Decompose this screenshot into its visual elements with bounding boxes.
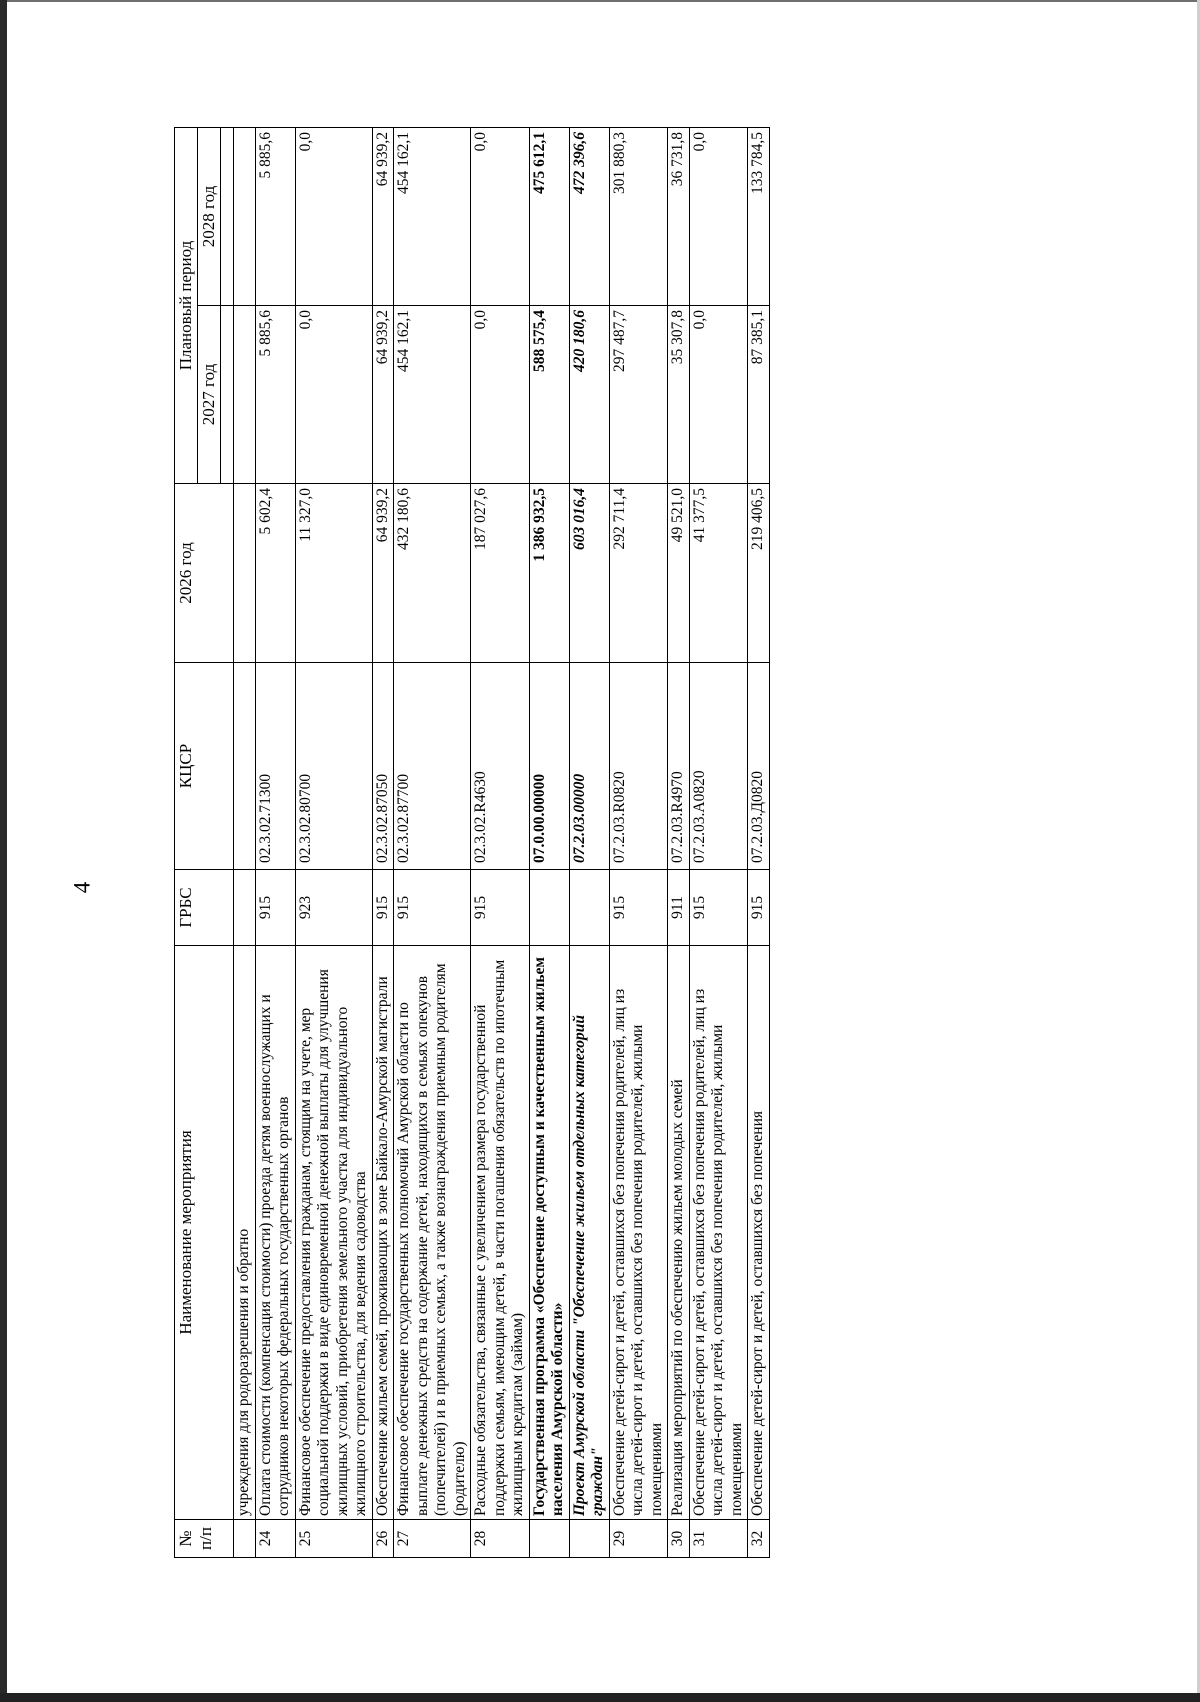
amount-2028: 36 731,8	[668, 127, 690, 305]
amount-2026: 64 939,2	[372, 484, 394, 663]
amount-2028: 472 396,6	[569, 127, 609, 305]
grbs-code: 923	[295, 870, 372, 946]
measure-name: Реализация мероприятий по обеспечению жильем молодых семей	[668, 946, 690, 1520]
measure-name: учреждения для родоразрешения и обратно	[234, 946, 256, 1520]
amount-2027: 297 487,7	[609, 306, 668, 484]
kcsr-code: 07.2.03.Д0820	[748, 663, 770, 870]
row-number: 28	[471, 1520, 530, 1558]
measure-name: Оплата стоимости (компенсация стоимости) проезда детям военнослужащих и сотрудников некоторых федеральных государственных органов	[255, 946, 295, 1520]
amount-2027: 64 939,2	[372, 306, 394, 484]
amount-2026: 1 386 932,5	[529, 484, 569, 663]
grbs-code	[529, 870, 569, 946]
amount-2027: 588 575,4	[529, 306, 569, 484]
amount-2027: 454 162,1	[394, 306, 471, 484]
row-number	[569, 1520, 609, 1558]
kcsr-code: 07.2.03.А0820	[689, 663, 748, 870]
header-2027: 2027 год	[198, 306, 221, 484]
kcsr-code	[234, 663, 256, 870]
amount-2027: 5 885,6	[255, 306, 295, 484]
amount-2026: 5 602,4	[255, 484, 295, 663]
row-number: 26	[372, 1520, 394, 1558]
amount-2026: 41 377,5	[689, 484, 748, 663]
grbs-code: 915	[609, 870, 668, 946]
amount-2028: 0,0	[295, 127, 372, 305]
measure-name: Финансовое обеспечение предоставления гражданам, стоящим на учете, мер социальной поддержки в виде единовременной денежной выплаты для улучшения жилищных условий, приобретения земельного участка для индивидуального жилищного строительства, для ведения садоводства	[295, 946, 372, 1520]
measure-name: Обеспечение жильем семей, проживающих в зоне Байкало-Амурской магистрали	[372, 946, 394, 1520]
header-2026: 2026 год	[175, 484, 234, 663]
header-planned-period: Плановый период	[175, 127, 198, 483]
amount-2028: 64 939,2	[372, 127, 394, 305]
kcsr-code: 07.2.03.00000	[569, 663, 609, 870]
amount-2026	[234, 484, 256, 663]
amount-2026: 219 406,5	[748, 484, 770, 663]
table-row	[394, 127, 471, 1557]
kcsr-code: 07.2.03.R0820	[609, 663, 668, 870]
amount-2027	[234, 306, 256, 484]
amount-2028: 454 162,1	[394, 127, 471, 305]
amount-2026: 432 180,6	[394, 484, 471, 663]
table-row	[609, 127, 668, 1557]
amount-2028: 475 612,1	[529, 127, 569, 305]
amount-2027: 420 180,6	[569, 306, 609, 484]
table-row	[689, 127, 748, 1557]
grbs-code: 915	[372, 870, 394, 946]
amount-2028: 301 880,3	[609, 127, 668, 305]
measure-name: Финансовое обеспечение государственных полномочий Амурской области по выплате денежных средств на содержание детей, находящихся в семьях опекунов (попечителей) и в приемных семьях, а также вознаграждения приемным родителям (родителю)	[394, 946, 471, 1520]
row-number: 30	[668, 1520, 690, 1558]
scan-left-edge	[0, 0, 7, 1702]
amount-2028: 5 885,6	[255, 127, 295, 305]
header-no: № п/п	[175, 1520, 234, 1558]
measure-name: Проект Амурской области "Обеспечение жильем отдельных категорий граждан"	[569, 946, 609, 1520]
kcsr-code: 07.2.03.R4970	[668, 663, 690, 870]
table-row	[295, 127, 372, 1557]
table-row	[529, 127, 569, 1557]
kcsr-code: 02.3.02.80700	[295, 663, 372, 870]
scan-top-edge	[6, 0, 1200, 2]
kcsr-code: 02.3.02.87700	[394, 663, 471, 870]
grbs-code: 915	[394, 870, 471, 946]
amount-2026: 49 521,0	[668, 484, 690, 663]
amount-2027: 0,0	[295, 306, 372, 484]
row-number: 29	[609, 1520, 668, 1558]
kcsr-code: 02.3.02.R4630	[471, 663, 530, 870]
table-row	[471, 127, 530, 1557]
header-kcsr: КЦСР	[175, 663, 234, 870]
amount-2026: 11 327,0	[295, 484, 372, 663]
row-number: 24	[255, 1520, 295, 1558]
grbs-code	[569, 870, 609, 946]
amount-2027: 87 385,1	[748, 306, 770, 484]
header-name: Наименование мероприятия	[175, 946, 234, 1520]
budget-table	[174, 127, 770, 1558]
grbs-code: 911	[668, 870, 690, 946]
measure-name: Обеспечение детей-сирот и детей, оставшихся без попечения родителей, лиц из числа детей-сирот и детей, оставшихся без попечения родителей, жилыми помещениями	[609, 946, 668, 1520]
row-number	[529, 1520, 569, 1558]
amount-2026: 292 711,4	[609, 484, 668, 663]
header-grbs: ГРБС	[175, 870, 234, 946]
amount-2027: 0,0	[689, 306, 748, 484]
table-row	[234, 127, 256, 1557]
table-row	[372, 127, 394, 1557]
measure-name: Обеспечение детей-сирот и детей, оставшихся без попечения родителей, лиц из числа детей-сирот и детей, оставшихся без попечения родителей, жилыми помещениями	[689, 946, 748, 1520]
amount-2026: 187 027,6	[471, 484, 530, 663]
amount-2028	[234, 127, 256, 305]
header-spacer-2027	[221, 306, 234, 484]
header-spacer-2028	[221, 127, 234, 305]
page-number: 4	[69, 881, 95, 894]
amount-2027: 35 307,8	[668, 306, 690, 484]
header-2028: 2028 год	[198, 127, 221, 305]
amount-2028: 133 784,5	[748, 127, 770, 305]
grbs-code: 915	[255, 870, 295, 946]
kcsr-code: 02.3.02.87050	[372, 663, 394, 870]
row-number	[234, 1520, 256, 1558]
grbs-code: 915	[748, 870, 770, 946]
row-number: 25	[295, 1520, 372, 1558]
row-number: 32	[748, 1520, 770, 1558]
measure-name: Государственная программа «Обеспечение доступным и качественным жильем населения Амурской области»	[529, 946, 569, 1520]
amount-2026: 603 016,4	[569, 484, 609, 663]
row-number: 27	[394, 1520, 471, 1558]
table-header	[175, 127, 234, 1557]
scan-bottom-edge	[0, 1693, 1200, 1702]
rotated-table-container	[174, 128, 1174, 1558]
measure-name: Обеспечение детей-сирот и детей, оставшихся без попечения	[748, 946, 770, 1520]
grbs-code	[234, 870, 256, 946]
amount-2028: 0,0	[689, 127, 748, 305]
kcsr-code: 07.0.00.00000	[529, 663, 569, 870]
table-row	[569, 127, 609, 1557]
kcsr-code: 02.3.02.71300	[255, 663, 295, 870]
table-body	[234, 127, 770, 1557]
amount-2027: 0,0	[471, 306, 530, 484]
row-number: 31	[689, 1520, 748, 1558]
table-row	[255, 127, 295, 1557]
grbs-code: 915	[689, 870, 748, 946]
table-row	[668, 127, 690, 1557]
grbs-code: 915	[471, 870, 530, 946]
table-row	[748, 127, 770, 1557]
measure-name: Расходные обязательства, связанные с увеличением размера государственной поддержки семьям, имеющим детей, в части погашения обязательств по ипотечным жилищным кредитам (займам)	[471, 946, 530, 1520]
amount-2028: 0,0	[471, 127, 530, 305]
